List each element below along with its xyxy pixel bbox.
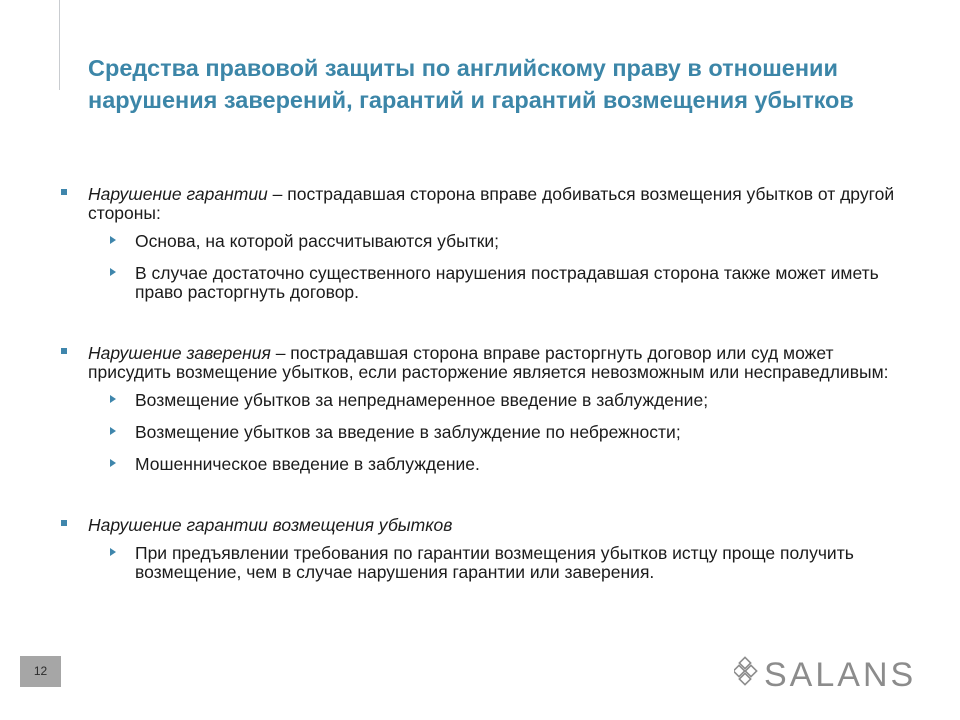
bullet-lead: Нарушение гарантии (88, 184, 268, 204)
bullet-rest: – пострадавшая сторона вправе добиваться возмещения убытков от другой стороны: (88, 184, 895, 223)
triangle-bullet-icon (110, 236, 116, 244)
salans-logo (734, 654, 924, 694)
sub-item-text: При предъявлении требования по гарантии возмещения убытков истцу проще получить возмещение, чем в случае нарушения гарантии или заверения. (135, 543, 854, 582)
bullet-warranty-breach (60, 185, 920, 302)
square-bullet-icon (61, 520, 67, 526)
sub-item (88, 455, 920, 474)
bullet-text (88, 516, 920, 535)
sub-item (88, 232, 920, 251)
sub-list (88, 391, 920, 474)
slide-content (60, 185, 920, 582)
sub-item-text: В случае достаточно существенного нарушения пострадавшая сторона также может иметь право расторгнуть договор. (135, 263, 879, 302)
page-number: 12 (20, 656, 61, 687)
sub-item (88, 423, 920, 442)
slide-title: Средства правовой защиты по английскому праву в отношении нарушения заверений, гарантий и гарантий возмещения убытков (88, 55, 854, 113)
bullet-text (88, 185, 920, 223)
sub-list (88, 544, 920, 582)
sub-list (88, 232, 920, 302)
title-divider-line (59, 0, 60, 90)
bullet-representation-breach (60, 344, 920, 474)
sub-item-text: Возмещение убытков за введение в заблуждение по небрежности; (135, 422, 681, 442)
sub-item (88, 391, 920, 410)
bullet-lead: Нарушение заверения (88, 343, 271, 363)
sub-item-text: Мошенническое введение в заблуждение. (135, 454, 480, 474)
sub-item-text: Возмещение убытков за непреднамеренное введение в заблуждение; (135, 390, 709, 410)
bullet-rest: – пострадавшая сторона вправе расторгнуть договор или суд может присудить возмещение убытков, если расторжение является невозможным или несправедливым: (88, 343, 889, 382)
sub-item (88, 544, 920, 582)
sub-item-text: Основа, на которой рассчитываются убытки; (135, 231, 500, 251)
square-bullet-icon (61, 348, 67, 354)
triangle-bullet-icon (110, 268, 116, 276)
bullet-text (88, 344, 920, 382)
bullet-indemnity-breach (60, 516, 920, 582)
triangle-bullet-icon (110, 548, 116, 556)
logo-text: SALANS (764, 656, 917, 694)
triangle-bullet-icon (110, 395, 116, 403)
triangle-bullet-icon (110, 427, 116, 435)
triangle-bullet-icon (110, 459, 116, 467)
square-bullet-icon (61, 189, 67, 195)
sub-item (88, 264, 920, 302)
bullet-lead: Нарушение гарантии возмещения убытков (88, 515, 453, 535)
